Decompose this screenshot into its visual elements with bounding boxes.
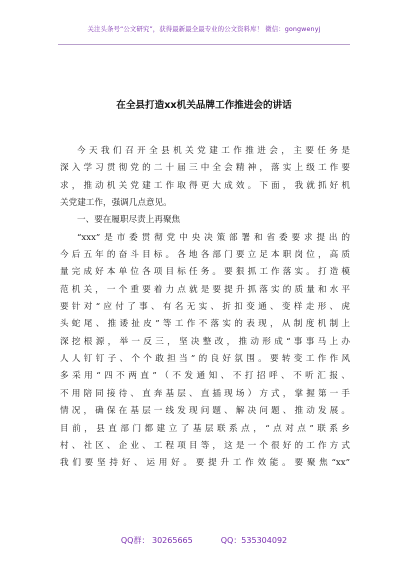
paragraph-line: 今天我们召开全县机关党建工作推进会，主要任务是 xyxy=(77,146,350,156)
header-banner: 关注头条号“公文研究”，获得最新最全最专业的公文资料库！ 微信：gongwenyj xyxy=(87,25,321,33)
footer-qq-number: QQ：535304092 xyxy=(220,536,288,545)
document-title: 在全县打造xx机关品牌工作推进会的讲话 xyxy=(116,100,292,111)
paragraph-line: 不用陪同接待、直奔基层、直插现场）方式，掌握第一手 xyxy=(60,388,350,399)
footer-contact xyxy=(0,535,408,546)
paragraph-line: 深挖根源，举一反三，坚决整改，推动形成“事事马上办 xyxy=(60,336,350,347)
paragraph-line: 情况，确保在基层一线发现问题、解决问题、推动发展。 xyxy=(60,406,350,417)
document-body xyxy=(60,143,350,473)
paragraph-line: 多采用“四不两直”（不发通知、不打招呼、不听汇报、 xyxy=(60,371,350,382)
paragraph-line: 关党建工作，强调几点意见。 xyxy=(60,198,172,209)
paragraph-line: 头蛇尾、推诿扯皮”等工作不落实的表现，从制度机制上 xyxy=(60,319,350,330)
footer-qq-group: QQ群： 30265665 xyxy=(120,536,193,545)
paragraph-line: 要针对“应付了事、有名无实、折扣变通、变样走形、虎 xyxy=(60,302,350,313)
paragraph-line: 村、社区、企业、工程项目等，这是一个很好的工作方式 xyxy=(60,440,350,451)
header-divider xyxy=(58,44,350,45)
paragraph-line: 范机关，一个重要着力点就是要提升抓落实的质量和水平 xyxy=(60,284,350,295)
paragraph-line: 我们要坚持好、运用好。要提升工作效能。要聚焦“xx” xyxy=(60,458,350,469)
paragraph-line: 人人钉钉子、个个敢担当”的良好氛围。要转变工作作风 xyxy=(60,354,350,365)
paragraph-line: 深入学习贯彻党的二十届三中全会精神，落实上级工作要 xyxy=(60,163,350,174)
paragraph-line: 量完成好本单位各项目标任务。要狠抓工作落实。打造模 xyxy=(60,267,350,278)
paragraph-line: 求，推动机关党建工作取得更大成效。下面，我就抓好机 xyxy=(60,180,350,191)
paragraph-line: “xxx”是市委贯彻党中央决策部署和省委要求提出的 xyxy=(77,232,350,243)
paragraph-line: 目前，县直部门都建立了基层联系点，“点对点”联系乡 xyxy=(60,423,350,434)
section-heading: 一、要在履职尽责上再聚焦 xyxy=(77,215,181,226)
paragraph-line: 今后五年的奋斗目标。各地各部门要立足本职岗位，高质 xyxy=(60,250,350,261)
